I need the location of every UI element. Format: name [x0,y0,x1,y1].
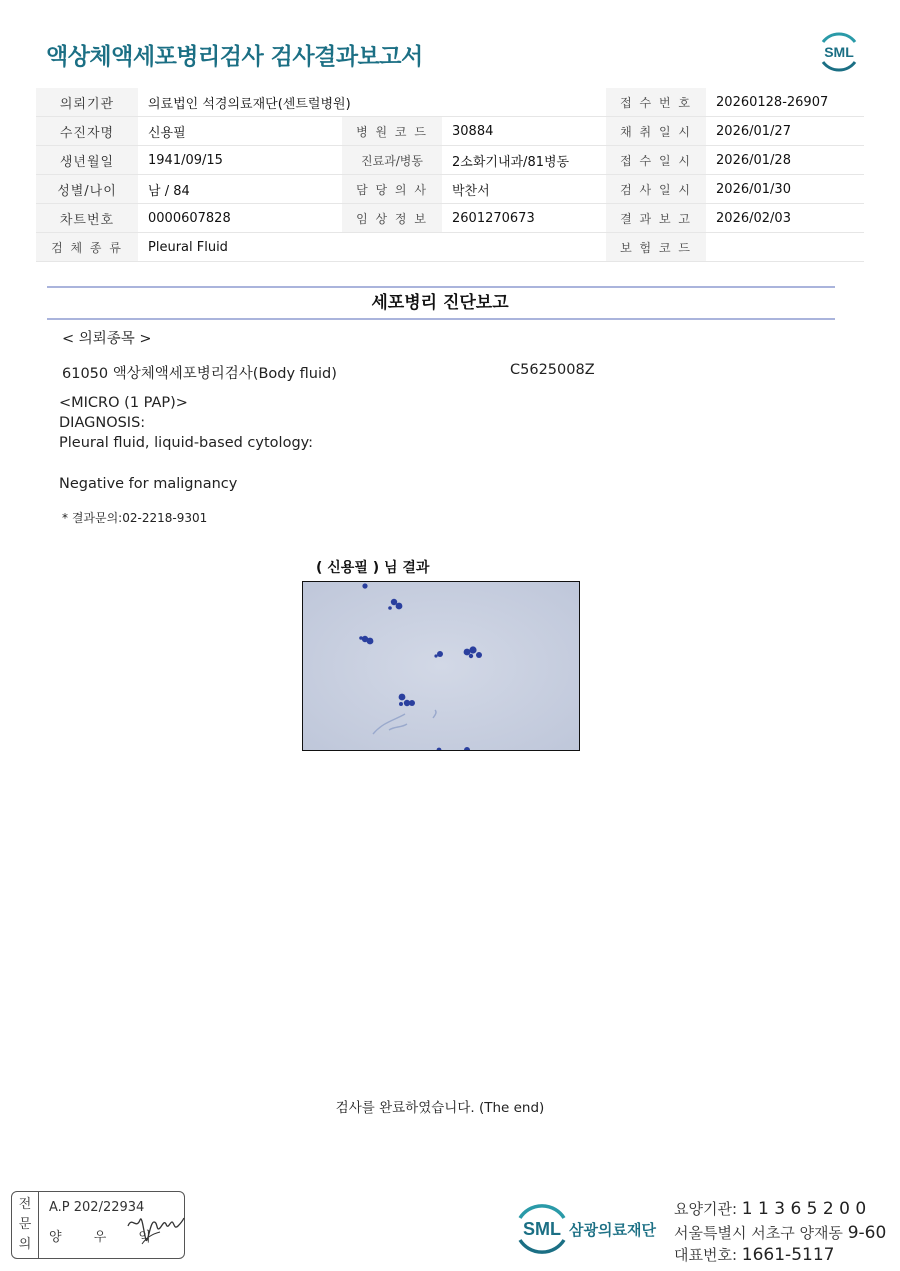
signature-graphic [124,1204,186,1250]
clinical-label: 임 상 정 보 [342,204,442,233]
report-date-label: 결 과 보 고 [606,204,706,233]
stamp-side-char: 문 [18,1217,32,1232]
specimen-value: Pleural Fluid [138,233,606,262]
diagnosis-result: Negative for malignancy [59,476,238,492]
main-phone [674,1244,834,1265]
care-number: 1 1 3 6 5 2 0 0 [741,1199,867,1219]
sex-age-value: 남 / 84 [138,175,342,204]
collect-date-label: 채 취 일 시 [606,117,706,146]
info-row [36,204,864,233]
report-date-value: 2026/02/03 [706,204,864,233]
micro-line: <MICRO (1 PAP)> [59,395,188,411]
sml-logo-top [815,28,863,76]
address-text: 서울특별시 서초구 양재동 [674,1224,843,1242]
stamp-side-char: 의 [18,1237,32,1252]
phone-number: 1661-5117 [741,1245,835,1265]
sex-age-label: 성별/나이 [36,175,138,204]
info-row [36,146,864,175]
sml-logo-footer [512,1200,572,1256]
test-line: 61050 액상체액세포병리검사(Body fluid) [62,366,337,382]
dept-label: 진료과/병동 [342,146,442,175]
info-row [36,88,864,117]
stamp-ap-number: A.P 202/22934 [49,1200,145,1215]
pathologist-stamp [11,1191,185,1259]
foundation-name: 삼광의료재단 [569,1221,656,1239]
insurance-label: 보 험 코 드 [606,233,706,262]
institution-label: 의뢰기관 [36,88,138,117]
chart-label: 차트번호 [36,204,138,233]
receive-date-label: 접 수 일 시 [606,146,706,175]
info-row [36,233,864,262]
section-rule-bottom [47,318,835,320]
cytology-cells-graphic [303,582,579,750]
report-title: 액상체액세포병리검사 검사결과보고서 [46,44,423,70]
hospital-code-value: 30884 [442,117,606,146]
address [674,1222,886,1243]
patient-value: 신용필 [138,117,342,146]
end-text: 검사를 완료하였습니다. (The end) [335,1100,545,1116]
patient-info-table [36,88,864,262]
exam-date-label: 검 사 일 시 [606,175,706,204]
image-caption: ( 신용필 ) 님 결과 [316,560,430,576]
address-number: 9-60 [847,1223,887,1243]
specimen-label: 검 체 종 류 [36,233,138,262]
info-row [36,117,864,146]
birth-value: 1941/09/15 [138,146,342,175]
doctor-value: 박찬서 [442,175,606,204]
receipt-no-value: 20260128-26907 [706,88,864,117]
section-title: 세포병리 진단보고 [371,293,509,313]
patient-label: 수진자명 [36,117,138,146]
doctor-label: 담 당 의 사 [342,175,442,204]
order-header: < 의뢰종목 > [62,331,152,347]
clinical-value: 2601270673 [442,204,606,233]
birth-label: 생년월일 [36,146,138,175]
exam-date-value: 2026/01/30 [706,175,864,204]
stamp-side-label [12,1192,39,1258]
test-code: C5625008Z [510,362,595,378]
stamp-doctor-name: 양 우 익 [49,1230,165,1245]
collect-date-value: 2026/01/27 [706,117,864,146]
diagnosis-specimen: Pleural fluid, liquid-based cytology: [59,435,314,451]
sml-logo-top-text: SML [824,44,854,60]
phone-label: 대표번호: [674,1246,738,1264]
hospital-code-label: 병 원 코 드 [342,117,442,146]
info-row [36,175,864,204]
diagnosis-label: DIAGNOSIS: [59,415,146,431]
cytology-image [302,581,580,751]
care-label: 요양기관: [674,1200,738,1218]
stamp-side-char: 전 [18,1197,32,1212]
inquiry-phone: * 결과문의:02-2218-9301 [62,511,208,525]
receipt-no-label: 접 수 번 호 [606,88,706,117]
dept-value: 2소화기내과/81병동 [442,146,606,175]
care-institution [674,1198,866,1219]
chart-value: 0000607828 [138,204,342,233]
insurance-value [706,233,864,262]
receive-date-value: 2026/01/28 [706,146,864,175]
sml-logo-footer-text: SML [523,1219,561,1239]
institution-value: 의료법인 석경의료재단(센트럴병원) [138,88,606,117]
